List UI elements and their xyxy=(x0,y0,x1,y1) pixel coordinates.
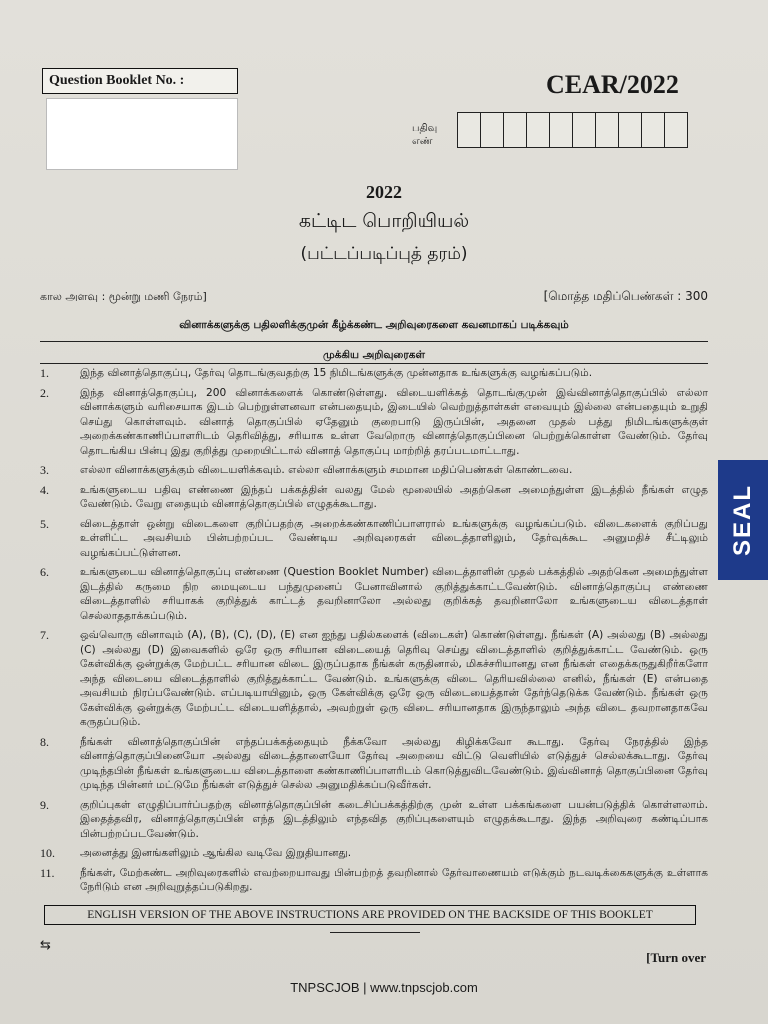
booklet-number-label: Question Booklet No. : xyxy=(42,68,238,94)
instruction-text: இந்த வினாத்தொகுப்பு, 200 வினாக்களைக் கொண்டுள்ளது. விடையளிக்கத் தொடங்குமுன் இவ்வினாத்தொகுப்பில் எல்லா வினாக்களும் வரிசையாக இடம் பெற்றுள்ளனவா என்பதையும், இடையில் வெற்றுத்தாள்கள் எவையும் இல்லை என்பதையும் உறுதி செய்து கொள்ளவும். வினாத் தொகுப்பில் ஏதேனும் குறைபாடு இருப்பின், அதனை முதல் பத்து நிமிடங்களுக்குள் அறைக்கண்காணிப்பாளரிடம் தெரிவித்து, சரியாக உள்ள வேறொரு வினாத்தொகுப்பினை பெற்றுக்கொள்ள வேண்டும். தேர்வு தொடங்கிய பின்பு இது குறித்து முறையிட்டால் வினாத் தொகுப்பு மாற்றித் தரப்படமாட்டாது. xyxy=(80,386,708,457)
instruction-text: எல்லா வினாக்களுக்கும் விடையளிக்கவும். எல்லா வினாக்களும் சமமான மதிப்பெண்கள் கொண்டவை. xyxy=(80,464,573,476)
instruction-item xyxy=(40,483,708,512)
register-number-grid xyxy=(458,112,688,148)
arrows-icon: ⇆ xyxy=(40,938,51,953)
instruction-item xyxy=(40,463,708,478)
exam-year: 2022 xyxy=(366,182,402,202)
footer-watermark: TNPSCJOB | www.tnpscjob.com xyxy=(290,980,478,995)
divider xyxy=(40,341,708,342)
instruction-text: உங்களுடைய பதிவு எண்ணை இந்தப் பக்கத்தின் வலது மேல் மூலையில் அதற்கென அமைந்துள்ள இடத்தில் நீங்கள் எழுத வேண்டும். வேறு எதையும் வினாத்தொகுப்பில் எழுதக்கூடாது. xyxy=(80,483,708,510)
instruction-number: 5. xyxy=(40,516,49,531)
divider xyxy=(40,363,708,364)
instruction-number: 7. xyxy=(40,628,49,642)
register-digit-box xyxy=(480,112,504,148)
exam-code: CEAR/2022 xyxy=(546,70,679,99)
register-digit-box xyxy=(457,112,481,148)
instruction-item xyxy=(40,735,708,793)
instruction-item xyxy=(40,366,708,381)
instruction-item xyxy=(40,866,708,895)
duration: கால அளவு : மூன்று மணி நேரம்] xyxy=(40,290,207,303)
instruction-text: அனைத்து இனங்களிலும் ஆங்கில வடிவே இறுதியானது. xyxy=(80,847,352,859)
register-digit-box xyxy=(549,112,573,148)
english-version-note: ENGLISH VERSION OF THE ABOVE INSTRUCTIONS ARE PROVIDED ON THE BACKSIDE OF THIS BOOKLET xyxy=(44,905,696,925)
subject-title: கட்டிட பொறியியல் xyxy=(298,210,470,232)
register-number-label: பதிவு எண் xyxy=(412,123,438,147)
divider xyxy=(330,932,420,933)
instruction-item xyxy=(40,846,708,861)
instruction-number: 4. xyxy=(40,482,49,497)
turn-over: [Turn over xyxy=(646,950,706,965)
instruction-item xyxy=(40,628,708,730)
instruction-text: இந்த வினாத்தொகுப்பு, தேர்வு தொடங்குவதற்கு 15 நிமிடங்களுக்கு முன்னதாக உங்களுக்கு வழங்கப்படும். xyxy=(80,367,593,379)
register-digit-box xyxy=(595,112,619,148)
register-digit-box xyxy=(572,112,596,148)
seal-tab xyxy=(718,460,768,580)
register-digit-box xyxy=(503,112,527,148)
instruction-text: குறிப்புகள் எழுதிப்பார்ப்பதற்கு வினாத்தொகுப்பின் கடைசிப்பக்கத்திற்கு முன் உள்ள பக்கங்களை பயன்படுத்திக் கொள்ளலாம். இதைத்தவிர, வினாத்தொகுப்பின் எந்த இடத்திலும் எந்தவித குறிப்புகளையும் எழுதக்கூடாது. இந்த அறிவுரை கண்டிப்பாக பின்பற்றப்படவேண்டும். xyxy=(80,798,708,840)
instruction-number: 2. xyxy=(40,385,49,400)
register-digit-box xyxy=(526,112,550,148)
instruction-number: 1. xyxy=(40,366,49,380)
instruction-number: 10. xyxy=(40,846,55,860)
instruction-text: நீங்கள், மேற்கண்ட அறிவுரைகளில் எவற்றையாவது பின்பற்றத் தவறினால் தேர்வாணையம் எடுக்கும் நடவடிக்கைகளுக்கு உள்ளாக நேரிடும் என அறிவுறுத்தப்படுகிறது. xyxy=(80,866,708,893)
total-marks: [மொத்த மதிப்பெண்கள் : 300 xyxy=(543,289,708,303)
register-digit-box xyxy=(618,112,642,148)
instruction-text: நீங்கள் வினாத்தொகுப்பின் எந்தப்பக்கத்தையும் நீக்கவோ அல்லது கிழிக்கவோ கூடாது. தேர்வு நேரத்தில் இந்த வினாத்தொகுப்பினையோ அல்லது விடைத்தாளையோ தேர்வு அறையை விட்டு வெளியில் எடுத்துச் செல்லக்கூடாது. தேர்வு முடிந்தபின் நீங்கள் உங்களுடைய விடைத்தாளை கண்காணிப்பாளரிடம் கொடுத்துவிடவேண்டும். இவ்வினாத் தொகுப்பினை தேர்வு முடிந்த பின்னர் மட்டுமே நீங்கள் எடுத்துச் செல்ல அனுமதிக்கப்படுவீர்கள். xyxy=(80,735,708,791)
register-digit-box xyxy=(664,112,688,148)
instructions-list xyxy=(40,366,708,900)
instructions-heading: முக்கிய அறிவுரைகள் xyxy=(323,349,425,361)
booklet-number-field xyxy=(46,98,238,170)
instruction-text: உங்களுடைய வினாத்தொகுப்பு எண்ணை (Question Booklet Number) விடைத்தாளின் முதல் பக்கத்தில் அதற்கென அமைந்துள்ள இடத்தில் கருமை நிற மையுடைய பந்துமுனைப் பேனாவினால் குறித்துக்காட்டவேண்டும். வினாத்தொகுப்பு எண்ணை விடைத்தாளில் சரியாகக் குறித்துக் காட்டத் தவறினாலோ அல்லது குறிக்கத் தவறினாலோ உங்களுடைய விடைத்தாள் செல்லாததாக்கப்படும். xyxy=(80,566,708,622)
instruction-item xyxy=(40,386,708,459)
subject-level: (பட்டப்படிப்புத் தரம்) xyxy=(300,244,468,264)
instruction-number: 3. xyxy=(40,463,49,477)
instruction-number: 11. xyxy=(40,865,55,880)
instruction-text: விடைத்தாள் ஒன்று விடைகளை குறிப்பதற்கு அறைக்கண்காணிப்பாளரால் உங்களுக்கு வழங்கப்படும். விடைகளைக் குறிப்பது உள்ளிட்ட அவசியம் பின்பற்றப்பட வேண்டிய அறிவுரைகள் விடைத்தாளிலும், தேர்வுக்கூட அனுமதிச் சீட்டிலும் வழங்கப்பட்டுள்ளன. xyxy=(80,517,708,559)
instruction-item xyxy=(40,565,708,623)
instruction-number: 9. xyxy=(40,797,49,812)
instruction-number: 6. xyxy=(40,565,49,579)
register-digit-box xyxy=(641,112,665,148)
instruction-text: ஒவ்வொரு வினாவும் (A), (B), (C), (D), (E) என ஐந்து பதில்களைக் (விடைகள்) கொண்டுள்ளது. நீங்கள் (A) அல்லது (B) அல்லது (C) அல்லது (D) இவைகளில் ஒரே ஒரு சரியான விடையைத் தெரிவு செய்து விடைத்தாளில் குறித்துக்காட்ட வேண்டும். ஒரு கேள்விக்கு ஒன்றுக்கு மேற்பட்ட சரியான விடை இருப்பதாக நீங்கள் கருதினால், மிகச்சரியானது என நீங்கள் எதைக்கருதுகிறீர்களோ அந்த விடையை விடைத்தாளில் குறித்துக்காட்ட வேண்டும். உங்களுக்கு விடை தெரியவில்லை எனில், நீங்கள் (E) என்பதை அவசியம் நிரப்பவேண்டும். எப்படியாயினும், ஒரு கேள்விக்கு ஒரே ஒரு விடையைத்தான் தேர்ந்தெடுக்க வேண்டும். நீங்கள் ஒரு கேள்விக்கு ஒன்றுக்கு மேற்பட்ட விடையளித்தால், அவற்றுள் ஒரு விடை சரியானதாக இருந்தாலும் அந்த விடை தவறானதாகவே கருதப்படும். xyxy=(80,629,708,728)
instruction-item xyxy=(40,798,708,842)
instruction-item xyxy=(40,517,708,561)
seal-label: SEAL xyxy=(729,483,757,557)
read-instructions-note: வினாக்களுக்கு பதிலளிக்குமுன் கீழ்க்கண்ட அறிவுரைகளை கவனமாகப் படிக்கவும் xyxy=(179,319,569,331)
instruction-number: 8. xyxy=(40,734,49,749)
